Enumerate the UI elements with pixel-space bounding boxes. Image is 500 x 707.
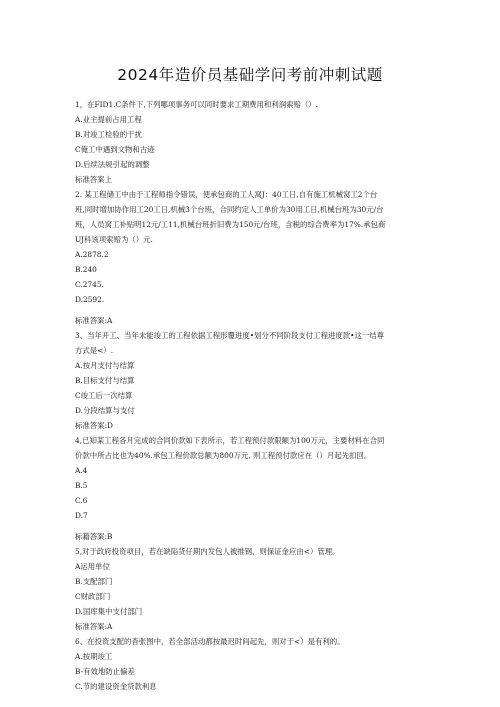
text-line: 1，在FID1.C条件下,下列哪项事务可以同时要求工期费用和利润索赔（）. [75, 100, 319, 109]
text-line: C俺工中遇到文物和古迹 [75, 145, 155, 154]
document-body [75, 97, 429, 694]
text-line: B.5 [75, 481, 88, 490]
text-line: 方式是<）. [75, 346, 114, 355]
text-line: B-有效地防止偏差 [75, 667, 135, 676]
text-line: A运用单位 [75, 562, 110, 571]
text-line: C竣工后一次结算 [75, 391, 133, 400]
text-line: D.7 [75, 511, 88, 520]
text-line: 标准答案上 [75, 175, 112, 184]
document-title: 2024年造价员基础学问考前冲刺试题 [117, 66, 383, 84]
text-line: A.4 [75, 466, 88, 475]
text-line: 标准答案:D [75, 421, 113, 430]
text-line: C.节的建设资金贷款利息 [75, 682, 157, 691]
text-line: 班,同时增加协作用工20工日,机械3个台班，合同约定人工单价为30用工日,机械台班为30元/台 [75, 205, 384, 214]
text-line: D.国库集中支付部门 [75, 607, 143, 616]
text-line: A.按期竣工 [75, 652, 113, 661]
text-line: 班，人员窝工补贴明12元/工11,机械台班折旧费为150元/台班，含税的综合费率为17%.承包商 [75, 220, 386, 229]
text-line: 4,已知某工程各月完成的合同价款如下表所示，若工程预付款限额为100万元，主要材料在合同 [75, 436, 385, 445]
text-line: A.按月支付与结算 [75, 361, 135, 370]
text-line: A.业主提前占用工程 [75, 115, 142, 124]
text-line: UJ科该项索赔为（）元. [75, 235, 153, 244]
text-line: 6、在投资支配的杳张图中，若全部活动都按最迟时间起先，则对于<）是有利的。 [75, 637, 345, 646]
text-line: 标籍答案:B [75, 532, 113, 541]
text-line: 5,对于政府投资项目，若在缺陷货仔期内发包人被推钢，则保证金应由<）管理。 [75, 547, 340, 556]
text-line: 价款中所占比也为40%.承包工程价款总额为800万元, 则工程预付款应在（）月起先扣回。 [75, 451, 372, 460]
text-line: D.2592. [75, 295, 105, 304]
text-line: D.分段结算与支付 [75, 406, 135, 415]
text-line: A.2878.2 [75, 250, 109, 259]
text-line: B.对竣工检验的干扰 [75, 130, 142, 139]
text-line: B.240 [75, 265, 97, 274]
text-line: C财政部门 [75, 592, 111, 601]
text-line: B.目标支付与结算 [75, 376, 135, 385]
text-line: 3、当年开工、当年未能竣工的工程依据工程形覆进度•划分不同阶段支付工程进度款•这一结尊 [75, 331, 385, 340]
text-line: 2. 某工程储工中由于工程师指令错误，使承包商的工人窝J：40工日,自有施工机械窝工2个台 [75, 190, 378, 199]
text-line: C.2745. [75, 280, 104, 289]
text-line: 标准答案:A [75, 622, 113, 631]
text-line: B.支配部门 [75, 577, 113, 586]
text-line: C.6 [75, 496, 88, 505]
text-line: 标准答案:A [75, 316, 113, 325]
text-line: D.后续法规引起的调整 [75, 160, 150, 169]
